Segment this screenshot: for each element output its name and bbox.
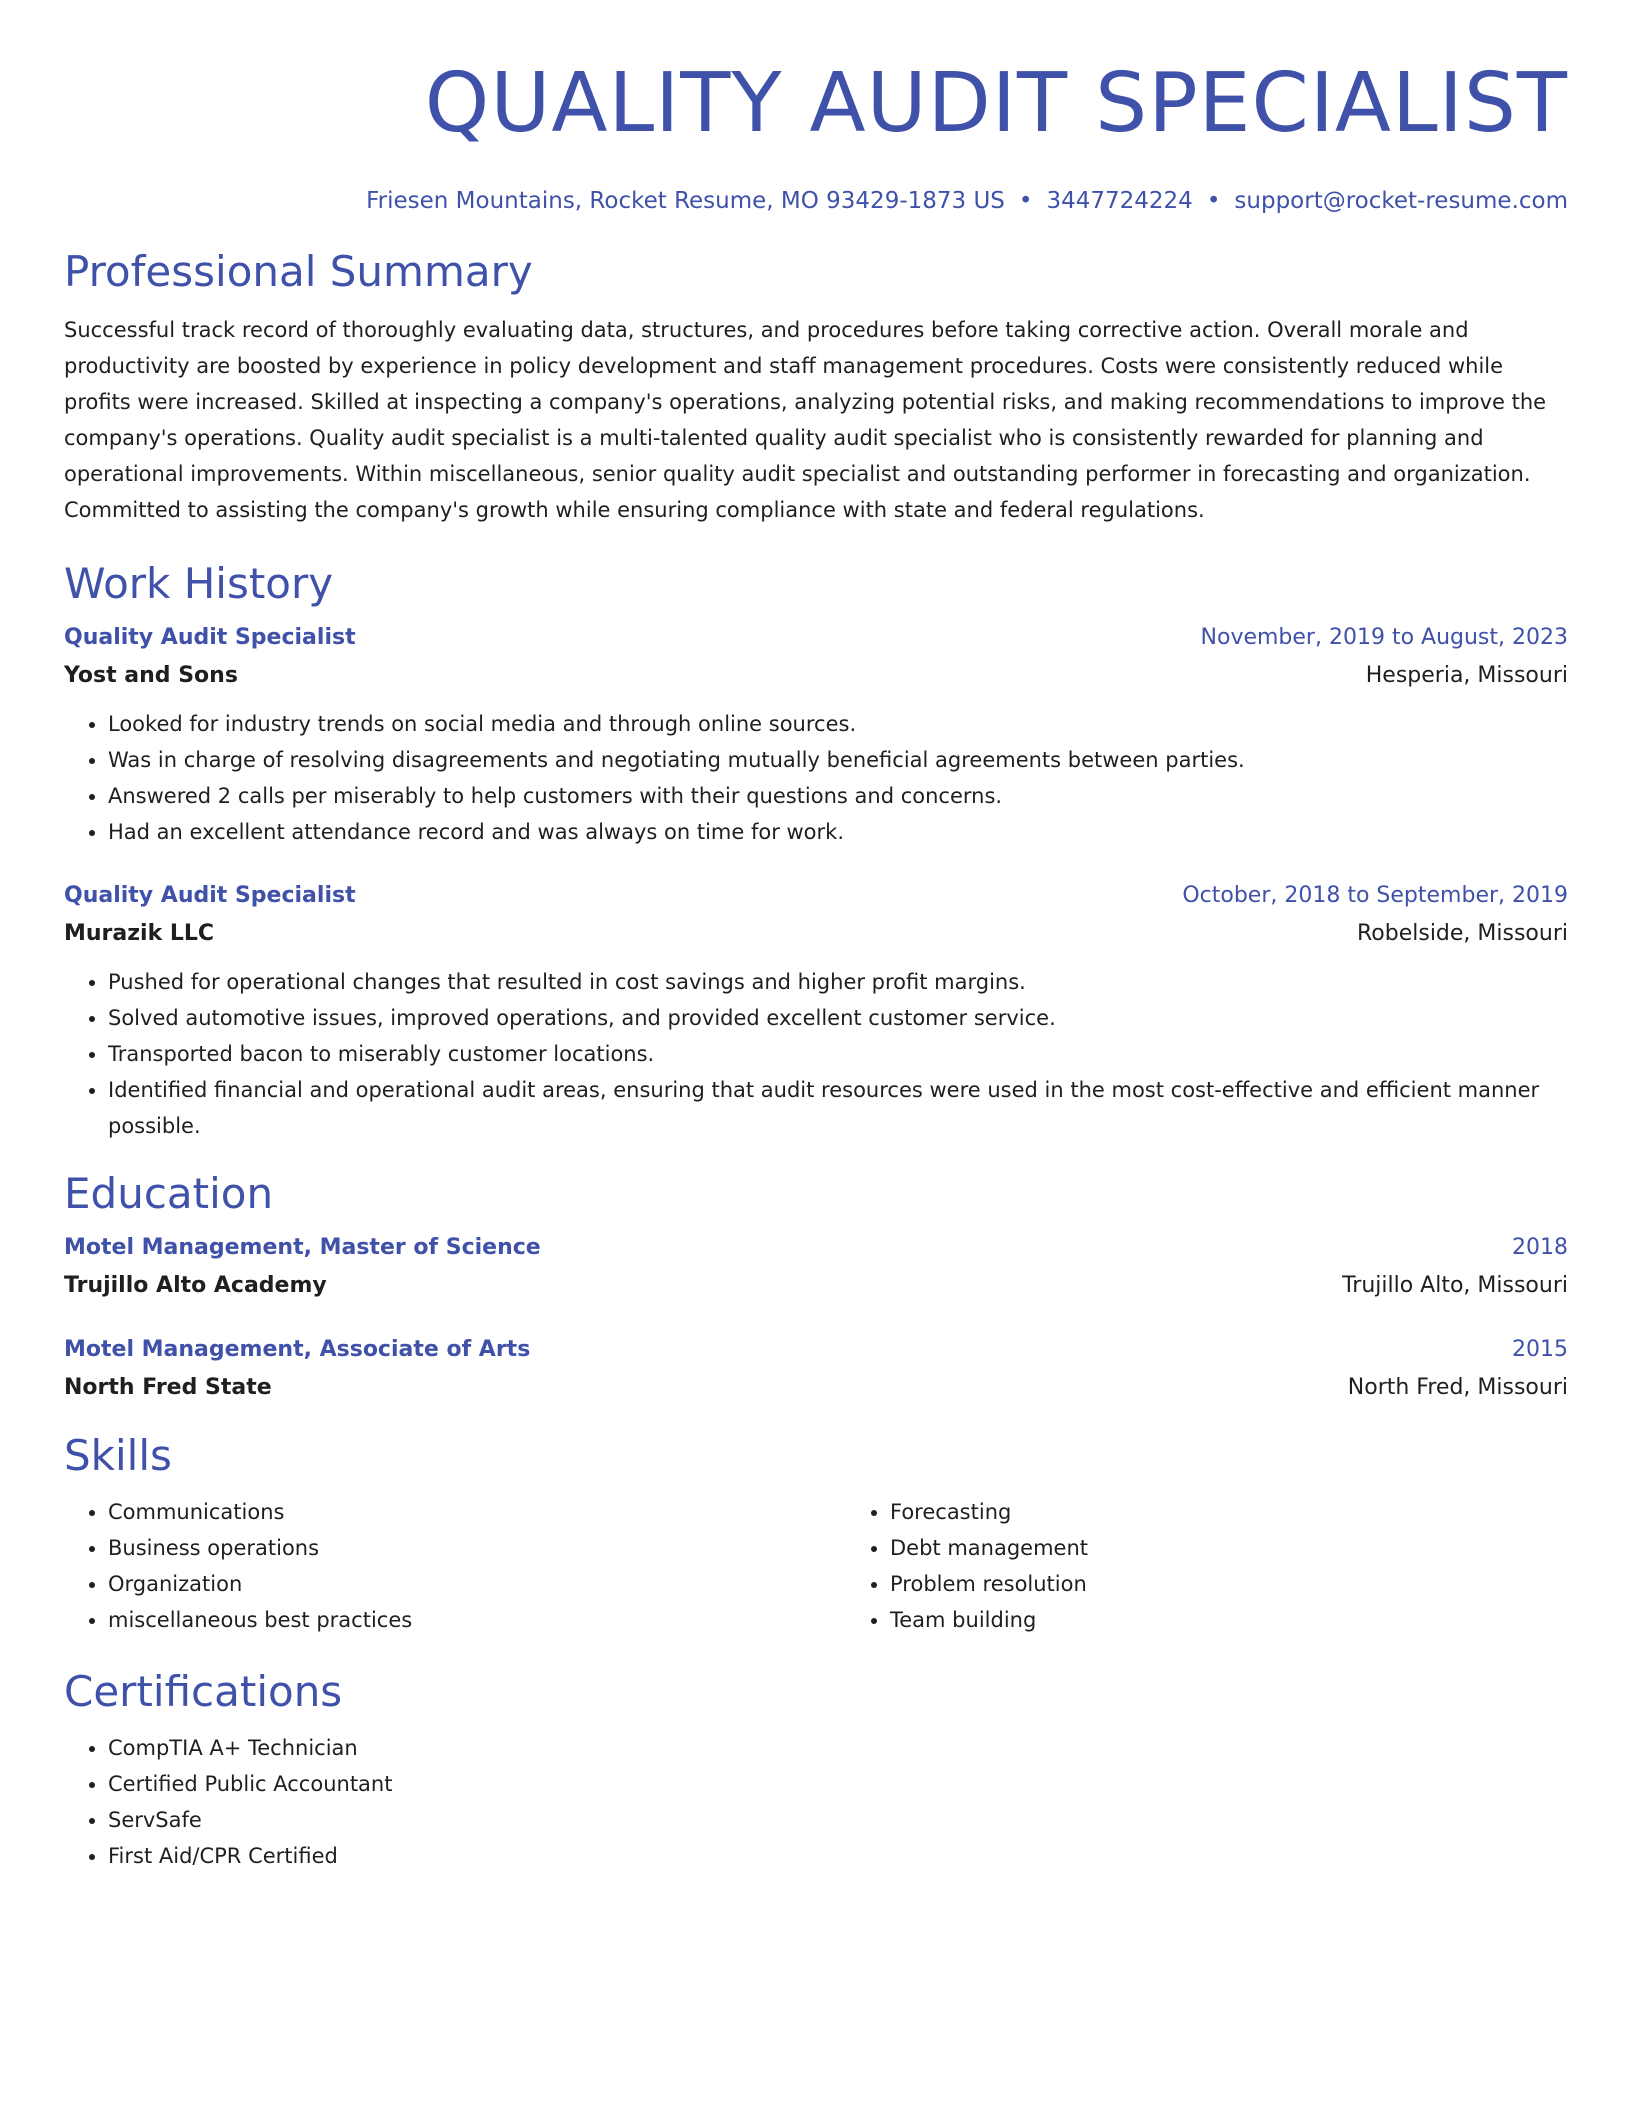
job-company-row: [64, 918, 1568, 950]
certifications-list: [64, 1730, 1568, 1874]
education-year: 2018: [1512, 1235, 1568, 1260]
skill-item: • miscellaneous best practices: [108, 1602, 846, 1638]
education-school-row: [64, 1270, 1568, 1302]
skill-item: • Organization: [108, 1566, 846, 1602]
contact-phone: 3447724224: [1046, 188, 1193, 214]
education-header-row: [64, 1334, 1568, 1366]
job-company-row: [64, 660, 1568, 692]
certification-item: • First Aid/CPR Certified: [108, 1838, 1568, 1874]
section-title-education: Education: [64, 1169, 274, 1218]
certifications-section: [64, 1666, 1568, 1874]
section-title-skills: Skills: [64, 1431, 172, 1480]
job-dates: October, 2018 to September, 2019: [1182, 883, 1568, 908]
skill-item: • Communications: [108, 1494, 846, 1530]
job-location: Robelside, Missouri: [1356, 921, 1568, 946]
job-bullets: [64, 964, 1568, 1144]
list-item: • Answered 2 calls per miserably to help customers with their questions and concerns.: [108, 778, 1568, 814]
list-item: • Solved automotive issues, improved operations, and provided excellent customer service.: [108, 1000, 1568, 1036]
job-header-row: [64, 880, 1568, 912]
education-location: North Fred, Missouri: [1347, 1375, 1568, 1400]
contact-separator: •: [1206, 188, 1221, 214]
skills-grid: [64, 1494, 1568, 1638]
resume-header: [64, 56, 1568, 216]
contact-line: [64, 186, 1568, 216]
list-item: • Pushed for operational changes that resulted in cost savings and higher profit margins.: [108, 964, 1568, 1000]
education-year: 2015: [1512, 1337, 1568, 1362]
skills-list-left: [64, 1494, 846, 1638]
skill-item: • Debt management: [890, 1530, 1590, 1566]
education-school: North Fred State: [64, 1375, 272, 1400]
job-company: Yost and Sons: [64, 663, 238, 688]
contact-separator: •: [1018, 188, 1033, 214]
certification-item: • CompTIA A+ Technician: [108, 1730, 1568, 1766]
education-entry: [64, 1232, 1568, 1302]
section-title-certifications: Certifications: [64, 1667, 343, 1716]
job-title: Quality Audit Specialist: [64, 883, 356, 908]
skill-item: • Team building: [890, 1602, 1590, 1638]
list-item: • Had an excellent attendance record and was always on time for work.: [108, 814, 1568, 850]
education-header-row: [64, 1232, 1568, 1264]
education-entry: [64, 1334, 1568, 1404]
education-degree: Motel Management, Associate of Arts: [64, 1337, 531, 1362]
job-bullets: [64, 706, 1568, 850]
summary-section: [64, 246, 1568, 528]
job-title: Quality Audit Specialist: [64, 625, 356, 650]
section-title-summary: Professional Summary: [64, 247, 533, 296]
summary-text: Successful track record of thoroughly evaluating data, structures, and procedures before taking corrective action. Overall morale and productivity are boosted by experience in policy development and staff management procedures. Costs were consistently reduced while profits were increased. Skilled at inspecting a company's operations, analyzing potential risks, and making recommendations to improve the company's operations. Quality audit specialist is a multi-talented quality audit specialist who is consistently rewarded for planning and operational improvements. Within miscellaneous, senior quality audit specialist and outstanding performer in forecasting and organization. Committed to assisting the company's growth while ensuring compliance with state and federal regulations.: [64, 318, 1547, 522]
section-title-work-history: Work History: [64, 559, 334, 608]
certification-item: • ServSafe: [108, 1802, 1568, 1838]
skills-list-right: [846, 1494, 1590, 1638]
list-item: • Looked for industry trends on social media and through online sources.: [108, 706, 1568, 742]
candidate-name: QUALITY AUDIT SPECIALIST: [424, 56, 1568, 151]
education-location: Trujillo Alto, Missouri: [1342, 1273, 1568, 1298]
skill-item: • Problem resolution: [890, 1566, 1590, 1602]
skill-item: • Forecasting: [890, 1494, 1590, 1530]
contact-address: Friesen Mountains, Rocket Resume, MO 93429-1873 US: [366, 188, 1005, 214]
work-history-section: [64, 558, 1568, 1144]
list-item: • Identified financial and operational audit areas, ensuring that audit resources were used in the most cost-effective and efficient manner possible.: [108, 1072, 1568, 1144]
job-dates: November, 2019 to August, 2023: [1200, 625, 1568, 650]
list-item: • Was in charge of resolving disagreements and negotiating mutually beneficial agreements between parties.: [108, 742, 1568, 778]
job-header-row: [64, 622, 1568, 654]
list-item: • Transported bacon to miserably customer locations.: [108, 1036, 1568, 1072]
skills-section: [64, 1430, 1568, 1638]
contact-email: support@rocket-resume.com: [1234, 188, 1568, 214]
job-location: Hesperia, Missouri: [1365, 663, 1568, 688]
education-school-row: [64, 1372, 1568, 1404]
skill-item: • Business operations: [108, 1530, 846, 1566]
certification-item: • Certified Public Accountant: [108, 1766, 1568, 1802]
education-section: [64, 1168, 1568, 1404]
job-entry: [64, 880, 1568, 1144]
education-degree: Motel Management, Master of Science: [64, 1235, 541, 1260]
job-entry: [64, 622, 1568, 850]
education-school: Trujillo Alto Academy: [64, 1273, 327, 1298]
job-company: Murazik LLC: [64, 921, 215, 946]
